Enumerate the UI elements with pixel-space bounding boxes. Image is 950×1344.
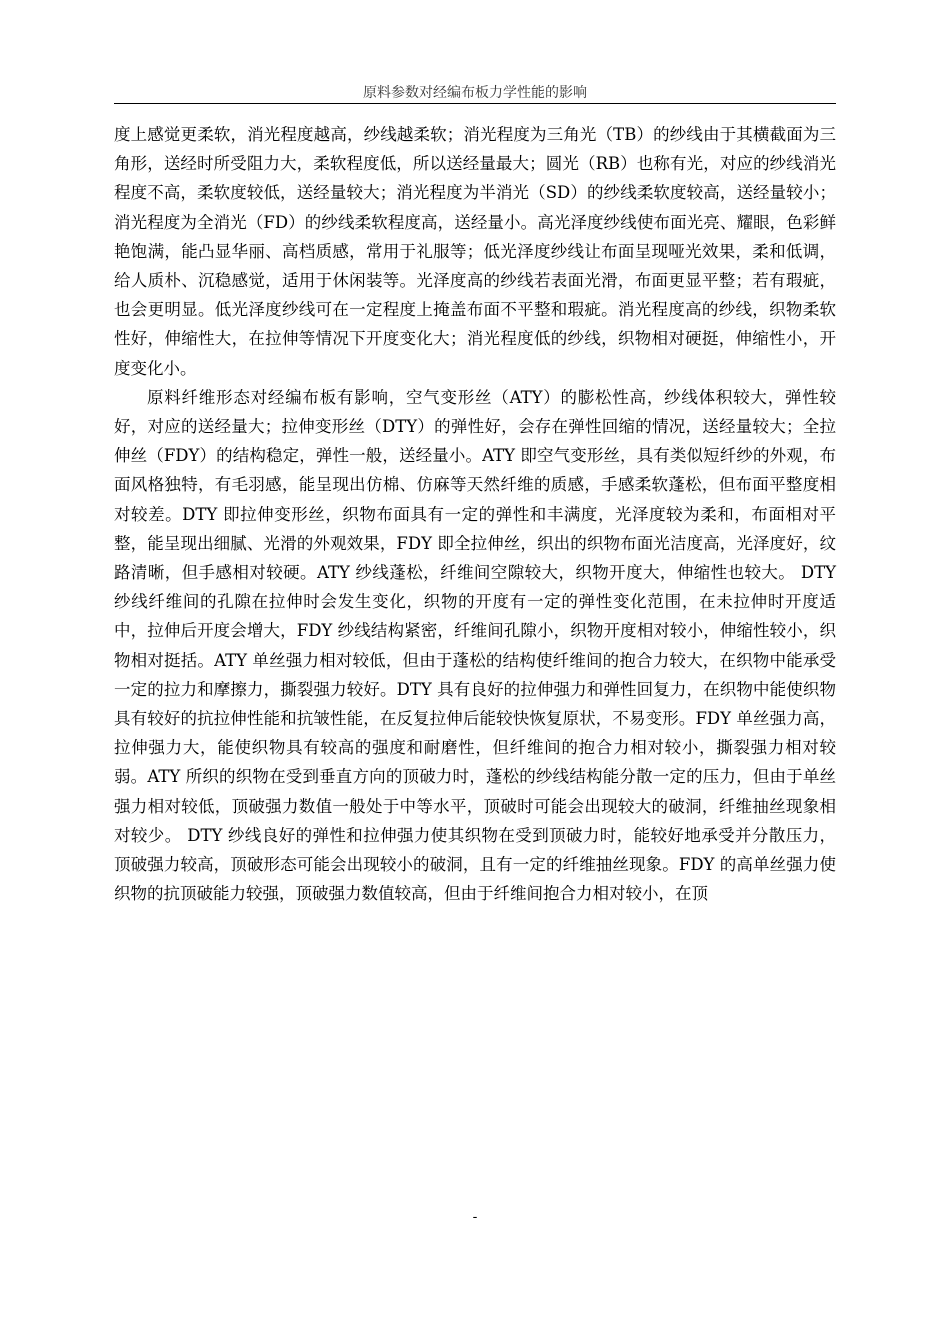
paragraph-continued: 度上感觉更柔软，消光程度越高，纱线越柔软；消光程度为三角光（TB）的纱线由于其横截面为三角形，送经时所受阻力大，柔软程度低，所以送经量最大；圆光（RB）也称有光，对应的纱线消光程度不高，柔软度较低，送经量较大；消光程度为半消光（SD）的纱线柔软度较高，送经量较小；消光程度为全消光（FD）的纱线柔软程度高，送经量小。高光泽度纱线使布面光亮、耀眼，色彩鲜艳饱满，能凸显华丽、高档质感，常用于礼服等；低光泽度纱线让布面呈现哑光效果，柔和低调，给人质朴、沉稳感觉，适用于休闲装等。光泽度高的纱线若表面光滑，布面更显平整；若有瑕疵，也会更明显。低光泽度纱线可在一定程度上掩盖布面不平整和瑕疵。消光程度高的纱线，织物柔软性好，伸缩性大，在拉伸等情况下开度变化大；消光程度低的纱线，织物相对硬挺，伸缩性小，开度变化小。 [114, 125, 836, 378]
header-divider [114, 103, 836, 104]
running-header-title: 原料参数对经编布板力学性能的影响 [363, 85, 587, 101]
document-body [114, 120, 836, 908]
page-number: - [472, 1209, 478, 1225]
paragraph-fiber-morphology: 原料纤维形态对经编布板有影响，空气变形丝（ATY）的膨松性高，纱线体积较大，弹性较好，对应的送经量大；拉伸变形丝（DTY）的弹性好，会存在弹性回缩的情况，送经量较大；全拉伸丝（FDY）的结构稳定，弹性一般，送经量小。ATY 即空气变形丝，具有类似短纤纱的外观，布面风格独特，有毛羽感，能呈现出仿棉、仿麻等天然纤维的质感，手感柔软蓬松，但布面平整度相对较差。DTY 即拉伸变形丝，织物布面具有一定的弹性和丰满度，光泽度较为柔和，布面相对平整，能呈现出细腻、光滑的外观效果，FDY 即全拉伸丝，织出的织物布面光洁度高，光泽度好，纹路清晰，但手感相对较硬。ATY 纱线蓬松，纤维间空隙较大，织物开度大，伸缩性也较大。 DTY 纱线纤维间的孔隙在拉伸时会发生变化，织物的开度有一定的弹性变化范围，在未拉伸时开度适中，拉伸后开度会增大，FDY 纱线结构紧密，纤维间孔隙小，织物开度相对较小，伸缩性较小，织物相对挺括。ATY 单丝强力相对较低，但由于蓬松的结构使纤维间的抱合力较大，在织物中能承受一定的拉力和摩擦力，撕裂强力较好。DTY 具有良好的拉伸强力和弹性回复力，在织物中能使织物具有较好的抗拉伸性能和抗皱性能，在反复拉伸后能较快恢复原状，不易变形。FDY 单丝强力高，拉伸强力大，能使织物具有较高的强度和耐磨性，但纤维间的抱合力相对较小，撕裂强力相对较弱。ATY 所织的织物在受到垂直方向的顶破力时，蓬松的纱线结构能分散一定的压力，但由于单丝强力相对较低，顶破强力数值一般处于中等水平，顶破时可能会出现较大的破洞，纤维抽丝现象相对较少。 DTY 纱线良好的弹性和拉伸强力使其织物在受到顶破力时，能较好地承受并分散压力，顶破强力较高，顶破形态可能会出现较小的破洞，且有一定的纤维抽丝现象。FDY 的高单丝强力使织物的抗顶破能力较强，顶破强力数值较高，但由于纤维间抱合力相对较小，在顶 [114, 387, 836, 904]
